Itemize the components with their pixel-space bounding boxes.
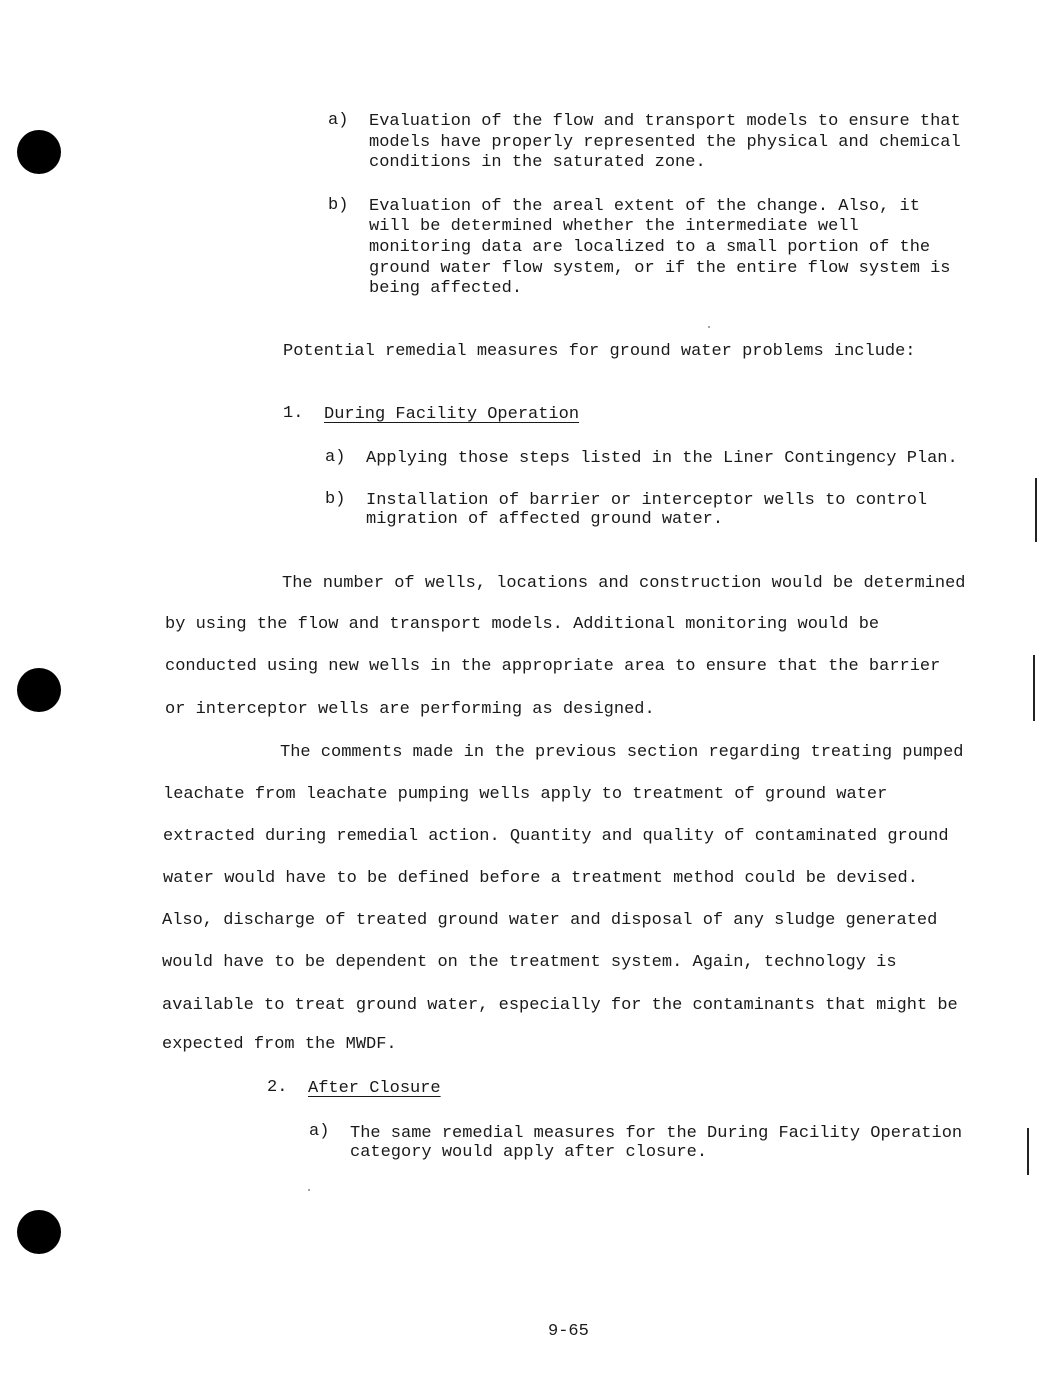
- item-line: ground water flow system, or if the entire flow system is: [369, 259, 951, 278]
- binder-hole-top: [17, 130, 61, 174]
- intro-sentence: Potential remedial measures for ground water problems include:: [283, 342, 916, 361]
- binder-hole-bottom: [17, 1210, 61, 1254]
- item-line: Installation of barrier or interceptor wells to control: [366, 491, 928, 510]
- paragraph-line: leachate from leachate pumping wells apply to treatment of ground water: [163, 785, 888, 804]
- item-line: Evaluation of the areal extent of the change. Also, it: [369, 197, 920, 216]
- paragraph-line: The comments made in the previous section regarding treating pumped: [280, 743, 964, 762]
- binder-hole-middle: [17, 668, 61, 712]
- paragraph-line: extracted during remedial action. Quantity and quality of contaminated ground: [163, 827, 949, 846]
- section-number: 2.: [267, 1078, 288, 1097]
- item-marker: b): [325, 490, 346, 509]
- item-line: migration of affected ground water.: [366, 510, 724, 529]
- paragraph-line: conducted using new wells in the appropriate area to ensure that the barrier: [165, 657, 941, 676]
- item-marker: a): [309, 1122, 330, 1141]
- item-line: Evaluation of the flow and transport models to ensure that: [369, 112, 961, 131]
- item-line: being affected.: [369, 279, 523, 298]
- scan-speck: [308, 1189, 310, 1191]
- item-line: The same remedial measures for the During Facility Operation: [350, 1124, 963, 1143]
- item-line: models have properly represented the physical and chemical: [369, 133, 961, 152]
- item-marker: b): [328, 196, 349, 215]
- paragraph-line: water would have to be defined before a treatment method could be devised.: [163, 869, 918, 888]
- revision-bar: [1033, 655, 1035, 721]
- paragraph-line: expected from the MWDF.: [162, 1035, 397, 1054]
- paragraph-line: Also, discharge of treated ground water and disposal of any sludge generated: [162, 911, 938, 930]
- paragraph-line: or interceptor wells are performing as designed.: [165, 700, 655, 719]
- item-line: Applying those steps listed in the Liner Contingency Plan.: [366, 449, 958, 468]
- paragraph-line: would have to be dependent on the treatment system. Again, technology is: [162, 953, 897, 972]
- item-line: category would apply after closure.: [350, 1143, 708, 1162]
- page-number: 9-65: [548, 1322, 589, 1341]
- paragraph-line: The number of wells, locations and construction would be determined: [282, 574, 966, 593]
- section-heading: During Facility Operation: [324, 405, 580, 424]
- item-marker: a): [328, 111, 349, 130]
- revision-bar: [1035, 478, 1037, 542]
- paragraph-line: available to treat ground water, especially for the contaminants that might be: [162, 996, 958, 1015]
- section-heading: After Closure: [308, 1079, 441, 1098]
- section-number: 1.: [283, 404, 304, 423]
- item-line: conditions in the saturated zone.: [369, 153, 706, 172]
- item-marker: a): [325, 448, 346, 467]
- revision-bar: [1027, 1128, 1029, 1175]
- paragraph-line: by using the flow and transport models. Additional monitoring would be: [165, 615, 880, 634]
- item-line: will be determined whether the intermediate well: [369, 217, 859, 236]
- scan-speck: [708, 326, 710, 328]
- item-line: monitoring data are localized to a small portion of the: [369, 238, 931, 257]
